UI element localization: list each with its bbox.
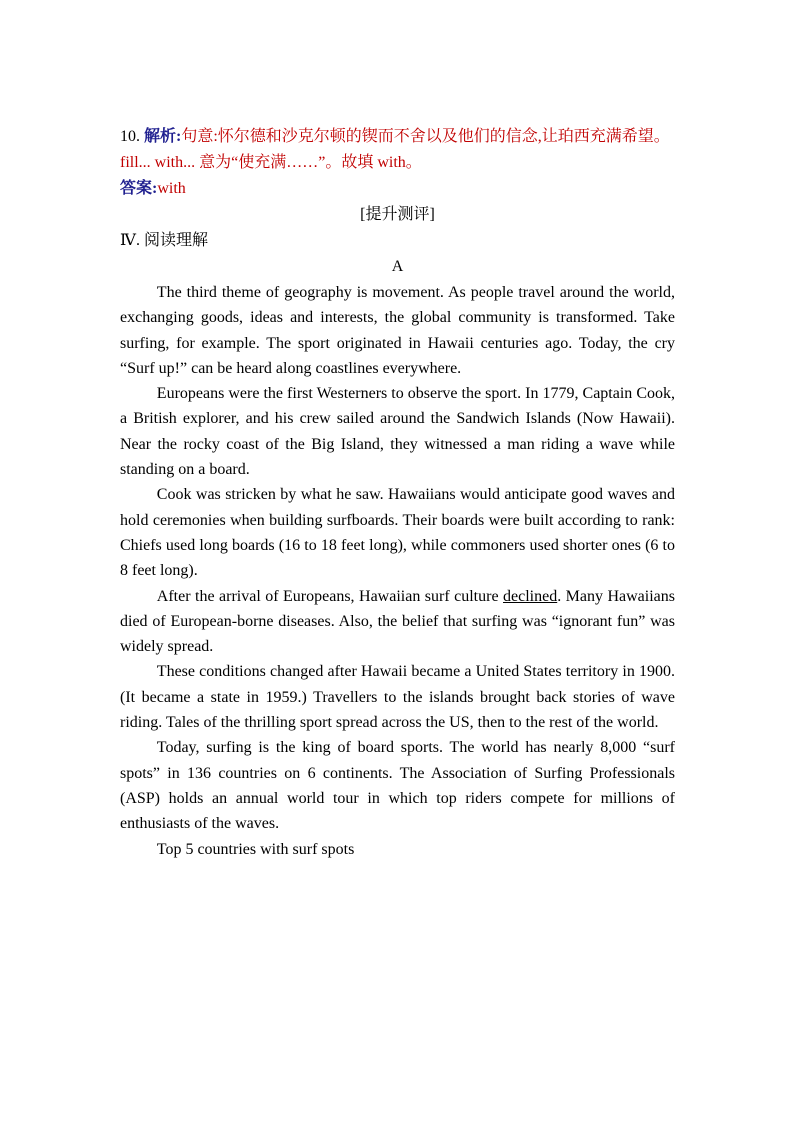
paragraph-text: . Many Hawaiians died of European-borne diseases. Also, the belief that surfing was “ignorant fun” was widely spread. — [120, 587, 675, 656]
analysis-block — [120, 124, 675, 176]
paragraph: These conditions changed after Hawaii became a United States territory in 1900. (It became a state in 1959.) Travellers to the islands brought back stories of wave riding. Tales of the thrilling sport spread across the US, then to the rest of the world. — [120, 663, 675, 732]
answer-value: with — [157, 180, 186, 197]
document-page — [120, 124, 675, 862]
underlined-word: declined — [503, 587, 558, 605]
answer-label: 答案: — [120, 180, 158, 197]
paragraph: Today, surfing is the king of board sports. The world has nearly 8,000 “surf spots” in 136 countries on 6 continents. The Association of Surfing Professionals (ASP) holds an annual world tour in which top riders compete for millions of enthusiasts of the waves. — [120, 739, 675, 833]
analysis-label: 解析: — [144, 128, 182, 145]
answer-block — [120, 176, 675, 202]
question-number: 10. — [120, 128, 144, 145]
part-title: Ⅳ. 阅读理解 — [120, 232, 208, 249]
paragraph — [120, 584, 675, 660]
paragraph: The third theme of geography is movement. As people travel around the world, exchanging goods, ideas and interests, the global community is transformed. Take surfing, for example. The sport originated in Hawaii centuries ago. Today, the cry “Surf up!” can be heard along coastlines everywhere. — [120, 284, 675, 377]
section-heading: [提升测评] — [360, 206, 435, 223]
paragraph-text: After the arrival of Europeans, Hawaiian surf culture — [156, 587, 504, 605]
paragraph: Cook was stricken by what he saw. Hawaiians would anticipate good waves and hold ceremonies when building surfboards. Their boards were built according to rank: Chiefs used long boards (16 to 18 feet long), while commoners used shorter ones (6 to 8 feet long). — [120, 486, 675, 580]
paragraph: Top 5 countries with surf spots — [156, 840, 355, 858]
passage-letter: A — [391, 258, 404, 275]
analysis-text: 句意:怀尔德和沙克尔顿的锲而不舍以及他们的信念,让珀西充满希望。fill... with... 意为“使充满……”。故填 with。 — [120, 128, 670, 171]
paragraph: Europeans were the first Westerners to observe the sport. In 1779, Captain Cook, a British explorer, and his crew sailed around the Sandwich Islands (Now Hawaii). Near the rocky coast of the Big Island, they witnessed a man riding a wave while standing on a board. — [120, 385, 675, 479]
